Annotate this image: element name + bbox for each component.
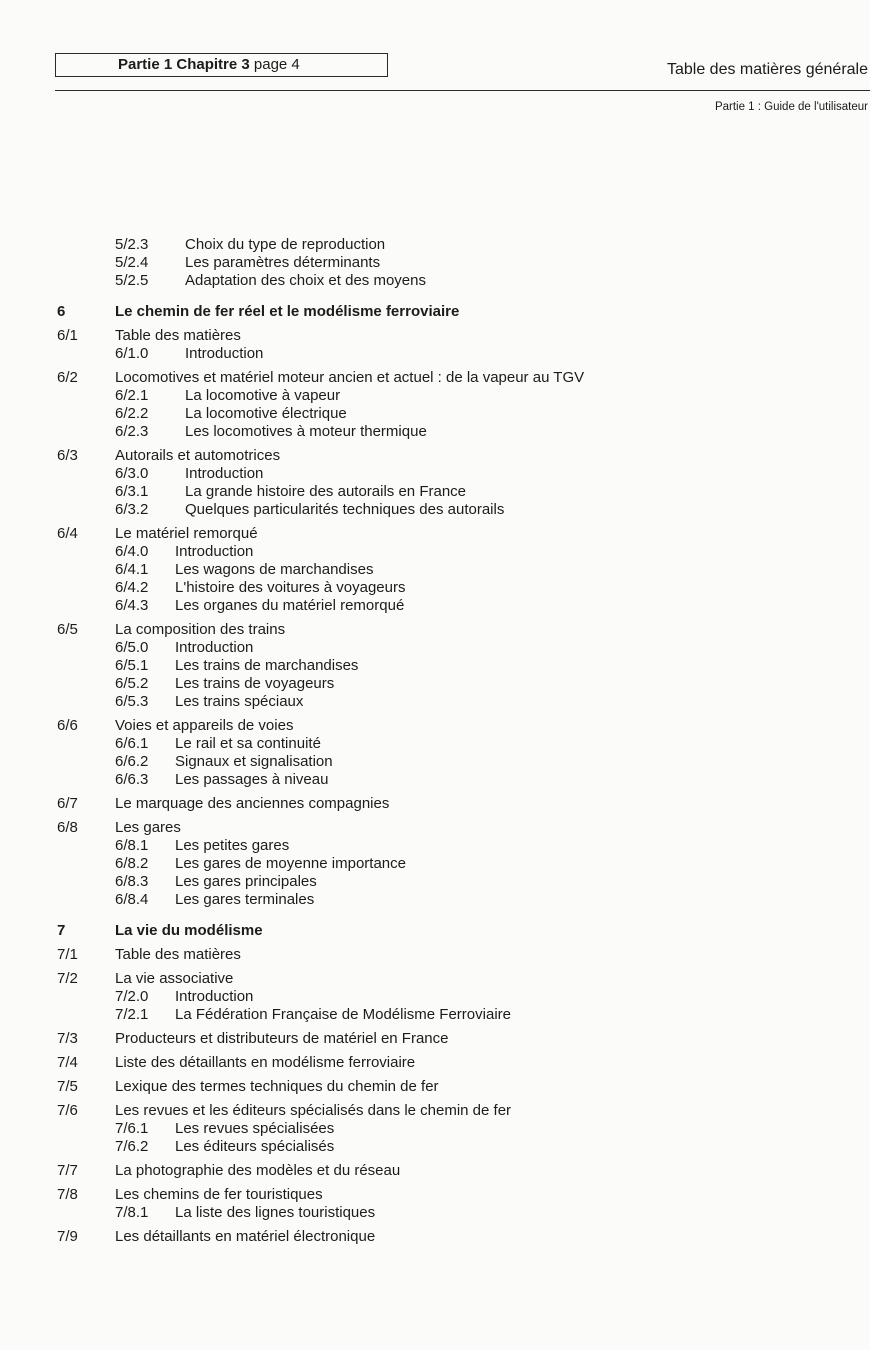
toc-subsection-row bbox=[0, 345, 870, 363]
toc-subsection-title: Les paramètres déterminants bbox=[185, 254, 381, 271]
spacer bbox=[0, 290, 870, 303]
toc-subsection-title: La locomotive à vapeur bbox=[185, 387, 341, 404]
toc-section-number: 6/3 bbox=[57, 447, 78, 464]
toc-subsection-row bbox=[0, 501, 870, 519]
toc-subsection-row bbox=[0, 873, 870, 891]
toc-subsection-title: La locomotive électrique bbox=[185, 405, 347, 422]
toc-section-number: 6/7 bbox=[57, 795, 78, 812]
toc-section-row bbox=[0, 795, 870, 813]
toc-chapter-number: 7 bbox=[57, 922, 66, 939]
toc-subsection-row bbox=[0, 579, 870, 597]
toc-subsection-title: Les gares de moyenne importance bbox=[175, 855, 406, 872]
toc-subsection-row bbox=[0, 753, 870, 771]
toc-subsection-title: Les organes du matériel remorqué bbox=[175, 597, 405, 614]
toc-section-title: Le marquage des anciennes compagnies bbox=[115, 795, 390, 812]
part-chapter-label: Partie 1 Chapitre 3 bbox=[118, 56, 250, 73]
toc-subsection-title: Quelques particularités techniques des autorails bbox=[185, 501, 505, 518]
spacer bbox=[0, 909, 870, 922]
toc-section-title: Voies et appareils de voies bbox=[115, 717, 294, 734]
toc-subsection-title: Les éditeurs spécialisés bbox=[175, 1138, 335, 1155]
toc-subsection-row bbox=[0, 1204, 870, 1222]
toc-section-number: 7/7 bbox=[57, 1162, 78, 1179]
toc-subsection-row bbox=[0, 465, 870, 483]
toc-subsection-title: Les trains spéciaux bbox=[175, 693, 304, 710]
toc-subsection-title: Les passages à niveau bbox=[175, 771, 329, 788]
toc-subsection-row bbox=[0, 855, 870, 873]
toc-section-title: La photographie des modèles et du réseau bbox=[115, 1162, 401, 1179]
toc-subsection-title: Introduction bbox=[175, 988, 254, 1005]
toc-subsection-number: 7/6.2 bbox=[115, 1138, 149, 1155]
toc-section-row bbox=[0, 946, 870, 964]
toc-section-number: 6/5 bbox=[57, 621, 78, 638]
toc-subsection-number: 6/5.0 bbox=[115, 639, 149, 656]
section-title: Table des matières générale bbox=[666, 61, 868, 78]
toc-subsection-title: La Fédération Française de Modélisme Ferroviaire bbox=[175, 1006, 511, 1023]
toc-subsection-number: 6/8.4 bbox=[115, 891, 149, 908]
toc-section-title: Les détaillants en matériel électronique bbox=[115, 1228, 376, 1245]
toc-subsection-number: 6/1.0 bbox=[115, 345, 149, 362]
toc-subsection-row bbox=[0, 693, 870, 711]
toc-subsection-row bbox=[0, 657, 870, 675]
toc-section-number: 7/4 bbox=[57, 1054, 78, 1071]
toc-subsection-number: 6/8.1 bbox=[115, 837, 149, 854]
toc-subsection-title: Introduction bbox=[175, 639, 254, 656]
toc-subsection-title: Les petites gares bbox=[175, 837, 290, 854]
page-number: page 4 bbox=[253, 56, 300, 73]
toc-subsection-number: 6/5.3 bbox=[115, 693, 149, 710]
header-divider bbox=[55, 90, 870, 91]
toc-subsection-row bbox=[0, 1120, 870, 1138]
toc-subsection-row bbox=[0, 561, 870, 579]
toc-subsection-number: 6/8.3 bbox=[115, 873, 149, 890]
toc-subsection-title: Le rail et sa continuité bbox=[175, 735, 321, 752]
toc-section-row bbox=[0, 1054, 870, 1072]
toc-chapter-title: Le chemin de fer réel et le modélisme ferroviaire bbox=[115, 303, 460, 320]
toc-section-row bbox=[0, 1078, 870, 1096]
toc-subsection-row bbox=[0, 483, 870, 501]
toc-section-title: Table des matières bbox=[115, 946, 241, 963]
toc-subsection-title: Les locomotives à moteur thermique bbox=[185, 423, 427, 440]
toc-section-title: La vie associative bbox=[115, 970, 234, 987]
toc-subsection-number: 5/2.4 bbox=[115, 254, 149, 271]
toc-subsection-title: Adaptation des choix et des moyens bbox=[185, 272, 426, 289]
toc-subsection-row bbox=[0, 1006, 870, 1024]
toc-subsection-number: 6/6.2 bbox=[115, 753, 149, 770]
toc-section-title: Autorails et automotrices bbox=[115, 447, 281, 464]
toc-section-title: Producteurs et distributeurs de matériel en France bbox=[115, 1030, 449, 1047]
toc-subsection-number: 6/5.2 bbox=[115, 675, 149, 692]
toc-subsection-row bbox=[0, 272, 870, 290]
toc-subsection-number: 6/6.1 bbox=[115, 735, 149, 752]
toc-subsection-title: Signaux et signalisation bbox=[175, 753, 333, 770]
toc-section-number: 7/1 bbox=[57, 946, 78, 963]
toc-section-title: Table des matières bbox=[115, 327, 241, 344]
toc-section-row bbox=[0, 1102, 870, 1120]
toc-section-title: Locomotives et matériel moteur ancien et actuel : de la vapeur au TGV bbox=[115, 369, 585, 386]
toc-subsection-row bbox=[0, 988, 870, 1006]
toc-section-row bbox=[0, 621, 870, 639]
toc-section-row bbox=[0, 1228, 870, 1246]
toc-section-row bbox=[0, 1162, 870, 1180]
toc-section-row bbox=[0, 1030, 870, 1048]
toc-subsection-row bbox=[0, 675, 870, 693]
toc-section-number: 7/2 bbox=[57, 970, 78, 987]
toc-section-number: 6/8 bbox=[57, 819, 78, 836]
toc-chapter-title: La vie du modélisme bbox=[115, 922, 263, 939]
toc-subsection-row bbox=[0, 1138, 870, 1156]
toc-subsection-title: Introduction bbox=[175, 543, 254, 560]
toc-subsection-title: Les trains de voyageurs bbox=[175, 675, 335, 692]
toc-section-row bbox=[0, 819, 870, 837]
toc-section-title: Les chemins de fer touristiques bbox=[115, 1186, 323, 1203]
toc-section-title: Les gares bbox=[115, 819, 181, 836]
toc-subsection-number: 6/4.0 bbox=[115, 543, 149, 560]
toc-subsection-number: 7/8.1 bbox=[115, 1204, 149, 1221]
toc-subsection-number: 6/4.1 bbox=[115, 561, 149, 578]
toc-section-number: 7/5 bbox=[57, 1078, 78, 1095]
toc-subsection-row bbox=[0, 639, 870, 657]
toc-subsection-row bbox=[0, 837, 870, 855]
toc-subsection-row bbox=[0, 771, 870, 789]
part-subtitle: Partie 1 : Guide de l'utilisateur bbox=[714, 101, 868, 113]
toc-subsection-row bbox=[0, 735, 870, 753]
toc-subsection-row bbox=[0, 236, 870, 254]
toc-section-title: La composition des trains bbox=[115, 621, 286, 638]
toc-section-number: 7/9 bbox=[57, 1228, 78, 1245]
toc-subsection-number: 6/3.2 bbox=[115, 501, 149, 518]
toc-section-number: 6/4 bbox=[57, 525, 78, 542]
table-of-contents bbox=[0, 236, 870, 1246]
toc-subsection-number: 6/3.0 bbox=[115, 465, 149, 482]
toc-subsection-row bbox=[0, 597, 870, 615]
toc-subsection-title: Introduction bbox=[185, 345, 264, 362]
toc-section-row bbox=[0, 369, 870, 387]
toc-section-number: 6/6 bbox=[57, 717, 78, 734]
toc-subsection-row bbox=[0, 423, 870, 441]
toc-subsection-title: Choix du type de reproduction bbox=[185, 236, 386, 253]
toc-section-title: Le matériel remorqué bbox=[115, 525, 258, 542]
toc-subsection-title: Introduction bbox=[185, 465, 264, 482]
toc-section-number: 6/2 bbox=[57, 369, 78, 386]
toc-section-title: Liste des détaillants en modélisme ferroviaire bbox=[115, 1054, 416, 1071]
toc-section-number: 7/8 bbox=[57, 1186, 78, 1203]
chapter-page-box bbox=[55, 53, 388, 77]
toc-subsection-number: 6/2.3 bbox=[115, 423, 149, 440]
toc-subsection-row bbox=[0, 405, 870, 423]
toc-subsection-title: La liste des lignes touristiques bbox=[175, 1204, 376, 1221]
toc-subsection-number: 6/2.2 bbox=[115, 405, 149, 422]
toc-chapter-row bbox=[0, 303, 870, 321]
toc-subsection-number: 6/4.2 bbox=[115, 579, 149, 596]
toc-subsection-title: Les wagons de marchandises bbox=[175, 561, 374, 578]
toc-section-row bbox=[0, 447, 870, 465]
toc-subsection-number: 7/2.1 bbox=[115, 1006, 149, 1023]
toc-subsection-row bbox=[0, 891, 870, 909]
toc-subsection-number: 5/2.5 bbox=[115, 272, 149, 289]
toc-subsection-number: 6/4.3 bbox=[115, 597, 149, 614]
toc-section-row bbox=[0, 970, 870, 988]
toc-chapter-number: 6 bbox=[57, 303, 66, 320]
toc-subsection-title: Les gares terminales bbox=[175, 891, 315, 908]
toc-subsection-number: 6/5.1 bbox=[115, 657, 149, 674]
toc-subsection-row bbox=[0, 387, 870, 405]
toc-subsection-title: Les trains de marchandises bbox=[175, 657, 359, 674]
toc-subsection-row bbox=[0, 543, 870, 561]
toc-subsection-number: 5/2.3 bbox=[115, 236, 149, 253]
toc-section-row bbox=[0, 525, 870, 543]
toc-section-number: 7/3 bbox=[57, 1030, 78, 1047]
toc-subsection-title: Les revues spécialisées bbox=[175, 1120, 335, 1137]
toc-section-title: Lexique des termes techniques du chemin de fer bbox=[115, 1078, 439, 1095]
toc-subsection-row bbox=[0, 254, 870, 272]
toc-section-title: Les revues et les éditeurs spécialisés dans le chemin de fer bbox=[115, 1102, 512, 1119]
toc-subsection-number: 6/2.1 bbox=[115, 387, 149, 404]
toc-subsection-title: La grande histoire des autorails en France bbox=[185, 483, 467, 500]
toc-subsection-number: 7/2.0 bbox=[115, 988, 149, 1005]
toc-section-row bbox=[0, 327, 870, 345]
toc-subsection-number: 6/8.2 bbox=[115, 855, 149, 872]
toc-section-number: 6/1 bbox=[57, 327, 78, 344]
toc-subsection-number: 6/3.1 bbox=[115, 483, 149, 500]
toc-section-number: 7/6 bbox=[57, 1102, 78, 1119]
toc-chapter-row bbox=[0, 922, 870, 940]
toc-subsection-title: Les gares principales bbox=[175, 873, 317, 890]
toc-section-row bbox=[0, 717, 870, 735]
toc-subsection-number: 6/6.3 bbox=[115, 771, 149, 788]
toc-subsection-title: L'histoire des voitures à voyageurs bbox=[175, 579, 406, 596]
toc-section-row bbox=[0, 1186, 870, 1204]
toc-subsection-number: 7/6.1 bbox=[115, 1120, 149, 1137]
